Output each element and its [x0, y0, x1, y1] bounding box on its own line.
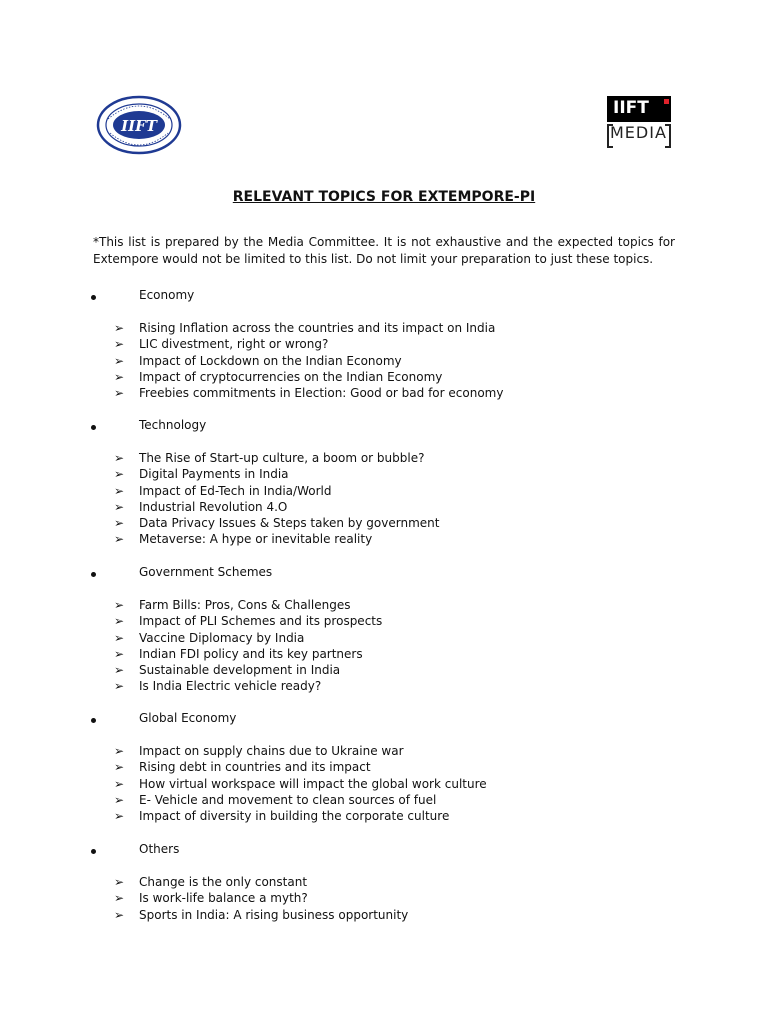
topic-text: The Rise of Start-up culture, a boom or bubble?	[139, 451, 425, 465]
list-item	[0, 320, 600, 336]
arrow-bullet-icon: ➢	[114, 614, 125, 629]
bullet-icon	[91, 718, 96, 723]
topic-list	[0, 450, 600, 548]
topic-text: Vaccine Diplomacy by India	[139, 630, 305, 645]
section-title: Global Economy	[139, 711, 237, 725]
arrow-bullet-icon: ➢	[114, 891, 125, 906]
list-item	[0, 907, 600, 923]
arrow-bullet-icon: ➢	[114, 353, 125, 368]
arrow-bullet-icon: ➢	[114, 663, 125, 678]
section-title: Government Schemes	[139, 565, 273, 579]
list-item	[0, 385, 600, 401]
bullet-icon	[91, 849, 96, 854]
topic-list	[0, 320, 600, 401]
section-heading	[0, 842, 400, 859]
topic-text: Is work-life balance a myth?	[139, 891, 308, 906]
list-item	[0, 499, 600, 515]
list-item	[0, 369, 600, 385]
arrow-bullet-icon: ➢	[114, 467, 125, 482]
list-item	[0, 646, 600, 662]
arrow-bullet-icon: ➢	[114, 646, 125, 661]
arrow-bullet-icon: ➢	[114, 875, 125, 889]
list-item	[0, 678, 600, 694]
section-heading	[0, 565, 400, 582]
arrow-bullet-icon: ➢	[114, 451, 125, 465]
arrow-bullet-icon: ➢	[114, 516, 125, 531]
iift-emblem-logo	[96, 95, 182, 155]
topic-text: Sports in India: A rising business opportunity	[139, 907, 409, 922]
arrow-bullet-icon: ➢	[114, 744, 125, 758]
list-item	[0, 450, 600, 466]
arrow-bullet-icon: ➢	[114, 907, 125, 922]
list-item	[0, 808, 600, 824]
topic-text: Industrial Revolution 4.O	[139, 499, 288, 514]
iift-emblem-icon	[96, 95, 182, 155]
list-item	[0, 336, 600, 352]
bullet-icon	[91, 295, 96, 300]
topic-text: Data Privacy Issues & Steps taken by government	[139, 516, 440, 531]
list-item	[0, 531, 600, 547]
list-item	[0, 743, 600, 759]
list-item	[0, 630, 600, 646]
page-title: RELEVANT TOPICS FOR EXTEMPORE-PI	[232, 189, 536, 205]
list-item	[0, 759, 600, 775]
section-heading	[0, 711, 400, 728]
topic-list	[0, 874, 600, 923]
intro-paragraph: *This list is prepared by the Media Committee. It is not exhaustive and the expected topics for Extempore would not be limited to this list. Do not limit your preparation to just these topics.	[93, 235, 675, 266]
arrow-bullet-icon: ➢	[114, 776, 125, 791]
logo-wordmark-box	[607, 96, 671, 122]
arrow-bullet-icon: ➢	[114, 532, 125, 547]
topic-text: Impact on supply chains due to Ukraine war	[139, 744, 404, 758]
arrow-bullet-icon: ➢	[114, 386, 125, 401]
list-item	[0, 515, 600, 531]
topic-text: Digital Payments in India	[139, 467, 289, 482]
topic-list	[0, 743, 600, 824]
section-heading	[0, 288, 400, 305]
topic-text: Rising debt in countries and its impact	[139, 760, 371, 775]
list-item	[0, 792, 600, 808]
arrow-bullet-icon: ➢	[114, 630, 125, 645]
emblem-text: IIFT	[121, 117, 157, 135]
arrow-bullet-icon: ➢	[114, 321, 125, 335]
list-item	[0, 776, 600, 792]
iift-media-logo	[607, 96, 671, 150]
bullet-icon	[91, 572, 96, 577]
topic-text: LIC divestment, right or wrong?	[139, 337, 329, 352]
topic-list	[0, 597, 600, 695]
topic-text: E- Vehicle and movement to clean sources of fuel	[139, 792, 437, 807]
arrow-bullet-icon: ➢	[114, 499, 125, 514]
topic-text: Change is the only constant	[139, 875, 308, 889]
topic-text: Rising Inflation across the countries and its impact on India	[139, 321, 496, 335]
arrow-bullet-icon: ➢	[114, 809, 125, 824]
arrow-bullet-icon: ➢	[114, 792, 125, 807]
logo-red-dot-icon	[664, 99, 669, 104]
topic-text: How virtual workspace will impact the global work culture	[139, 776, 487, 791]
section-heading	[0, 418, 400, 435]
topic-text: Metaverse: A hype or inevitable reality	[139, 532, 373, 547]
section-title: Economy	[139, 288, 195, 302]
topic-text: Impact of Lockdown on the Indian Economy	[139, 353, 402, 368]
arrow-bullet-icon: ➢	[114, 598, 125, 612]
list-item	[0, 874, 600, 890]
list-item	[0, 483, 600, 499]
list-item	[0, 466, 600, 482]
topic-text: Freebies commitments in Election: Good or bad for economy	[139, 386, 504, 401]
topic-text: Impact of cryptocurrencies on the Indian Economy	[139, 369, 443, 384]
arrow-bullet-icon: ➢	[114, 369, 125, 384]
section-title: Technology	[139, 418, 207, 432]
topic-text: Impact of Ed-Tech in India/World	[139, 483, 332, 498]
list-item	[0, 353, 600, 369]
topic-text: Farm Bills: Pros, Cons & Challenges	[139, 598, 351, 612]
list-item	[0, 662, 600, 678]
logo-wordmark: IIFT	[613, 98, 649, 118]
logo-subtitle: MEDIA	[610, 123, 667, 142]
arrow-bullet-icon: ➢	[114, 483, 125, 498]
list-item	[0, 613, 600, 629]
topic-text: Impact of PLI Schemes and its prospects	[139, 614, 383, 629]
section-title: Others	[139, 842, 180, 856]
logo-bracket-right-icon	[665, 124, 671, 148]
topic-text: Impact of diversity in building the corporate culture	[139, 809, 450, 824]
bullet-icon	[91, 425, 96, 430]
arrow-bullet-icon: ➢	[114, 337, 125, 352]
topic-text: Is India Electric vehicle ready?	[139, 679, 322, 694]
arrow-bullet-icon: ➢	[114, 760, 125, 775]
list-item	[0, 597, 600, 613]
list-item	[0, 890, 600, 906]
arrow-bullet-icon: ➢	[114, 679, 125, 694]
topic-text: Sustainable development in India	[139, 663, 341, 678]
topic-text: Indian FDI policy and its key partners	[139, 646, 363, 661]
